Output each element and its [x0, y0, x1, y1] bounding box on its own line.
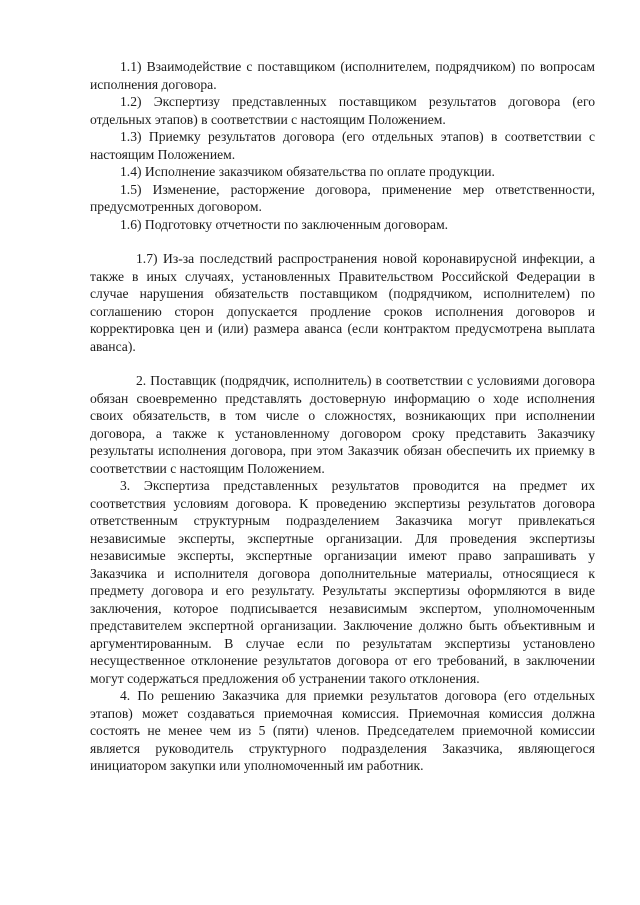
- paragraph-1-4: 1.4) Исполнение заказчиком обязательства по оплате продукции.: [120, 164, 495, 179]
- paragraph-3: 3. Экспертиза представленных результатов проводится на предмет их соответствия условиям договора. К проведению экспертизы результатов договора ответственным структурным подразделением Заказчика могут привлекаться независимые эксперты, экспертные организации. Для проведения экспертизы независимые эксперты, экспертные организации имеют право запрашивать у Заказчика и исполнителя договора дополнительные материалы, относящиеся к предмету договора и его результату. Результаты экспертизы оформляются в виде заключения, которое подписывается независимым экспертом, уполномоченным представителем экспертной организации. Заключение должно быть объективным и аргументированным. В случае если по результатам экспертизы установлено несущественное отклонение результатов договора от его требований, в заключении могут содержаться предложения об устранении такого отклонения.: [90, 478, 595, 686]
- paragraph-1-3: 1.3) Приемку результатов договора (его отдельных этапов) в соответствии с настоящим Положением.: [90, 129, 595, 162]
- paragraph-4: 4. По решению Заказчика для приемки результатов договора (его отдельных этапов) может создаваться приемочная комиссия. Приемочная комиссия должна состоять не менее чем из 5 (пяти) членов. Председателем приемочной комиссии является руководитель структурного подразделения Заказчика, являющегося инициатором закупки или уполномоченный им работник.: [90, 688, 595, 773]
- paragraph-1-2: 1.2) Экспертизу представленных поставщиком результатов договора (его отдельных этапов) в соответствии с настоящим Положением.: [90, 94, 595, 127]
- paragraph-1-1: 1.1) Взаимодействие с поставщиком (исполнителем, подрядчиком) по вопросам исполнения договора.: [90, 59, 595, 92]
- document-page: [90, 58, 595, 775]
- paragraph-2: 2. Поставщик (подрядчик, исполнитель) в соответствии с условиями договора обязан своевременно представлять достоверную информацию о ходе исполнения своих обязательств, в том числе о сложностях, возникающих при исполнении договора, а также к установленному договором сроку представить Заказчику результаты исполнения договора, при этом Заказчик обязан обеспечить их приемку в соответствии с настоящим Положением.: [90, 373, 595, 476]
- paragraph-1-5: 1.5) Изменение, расторжение договора, применение мер ответственности, предусмотренных договором.: [90, 181, 595, 214]
- paragraph-1-6: 1.6) Подготовку отчетности по заключенным договорам.: [120, 216, 449, 232]
- paragraph-1-7: 1.7) Из-за последствий распространения новой коронавирусной инфекции, а также в иных случаях, установленных Правительством Российской Федерации в случае нарушения обязательств поставщиком (подрядчиком, исполнителем) по соглашению сторон допускается продление сроков исполнения договоров и корректировка цен и (или) размера аванса (если контрактом предусмотрена выплата аванса).: [90, 251, 595, 354]
